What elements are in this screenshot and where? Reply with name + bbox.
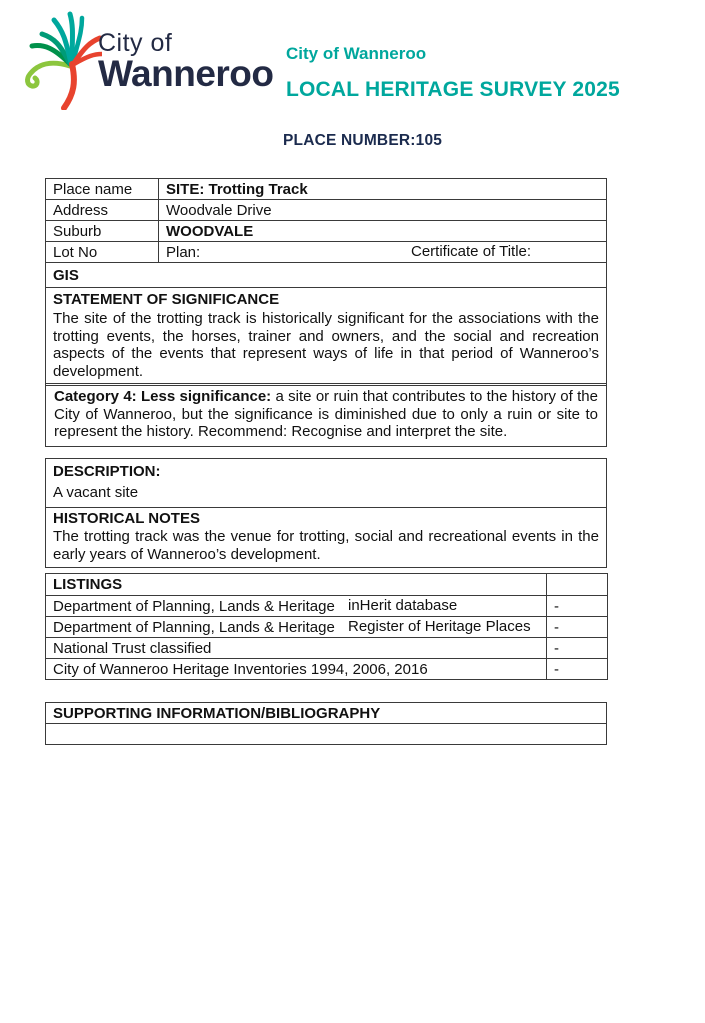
supporting-information-heading: SUPPORTING INFORMATION/BIBLIOGRAPHY [46, 703, 607, 724]
table-row [46, 659, 608, 680]
gis-label: GIS [46, 263, 607, 288]
table-row [46, 459, 607, 508]
table-row [46, 221, 607, 242]
description-heading: DESCRIPTION: [53, 463, 161, 480]
logo-city-of-text: City of [98, 29, 173, 57]
table-row [46, 724, 607, 745]
description-text: A vacant site [53, 484, 139, 501]
document-title-line1: City of Wanneroo [286, 44, 427, 63]
place-number: PLACE NUMBER:105 [283, 132, 443, 149]
historical-notes-cell [46, 508, 607, 568]
address-value: Woodvale Drive [159, 200, 607, 221]
listing-status: - [547, 617, 608, 638]
description-cell [46, 459, 607, 508]
listing-organisation: Department of Planning, Lands & Heritage [53, 618, 335, 636]
lot-no-label: Lot No [46, 242, 159, 263]
document-title-line2: LOCAL HERITAGE SURVEY 2025 [286, 78, 620, 101]
logo-wanneroo-text: Wanneroo [98, 53, 274, 94]
table-row [46, 242, 607, 263]
category-lead: Category 4: Less significance: [54, 388, 272, 405]
plan-label: Plan: [166, 243, 201, 261]
listing-name: Register of Heritage Places [348, 618, 531, 635]
city-of-wanneroo-logo [12, 8, 274, 110]
place-name-value: SITE: Trotting Track [159, 179, 607, 200]
listing-organisation: City of Wanneroo Heritage Inventories 1994, 2006, 2016 [53, 660, 428, 678]
table-row [46, 200, 607, 221]
table-row [46, 617, 608, 638]
table-row [46, 574, 608, 596]
logo-wordmark [98, 30, 274, 110]
table-row [46, 508, 607, 568]
suburb-value: WOODVALE [159, 221, 607, 242]
statement-of-significance-cell [46, 288, 607, 386]
listing-status: - [547, 659, 608, 680]
table-row [46, 263, 607, 288]
table-row [46, 179, 607, 200]
statement-of-significance-text: The site of the trotting track is historically significant for the associations with the trotting events, the horses, trainer and owners, and the social and recreation aspects of the events that represent ways of life in that period of Wanneroo’s development. [53, 310, 599, 380]
listings-status-header [547, 574, 608, 596]
table-row [46, 596, 608, 617]
listing-organisation-cell [46, 659, 547, 680]
listings-heading: LISTINGS [46, 574, 547, 596]
supporting-information-table [45, 702, 607, 745]
plan-certificate-cell [159, 242, 607, 263]
kangaroo-paw-flower-icon [12, 8, 102, 110]
description-table [45, 458, 607, 568]
category-text: a site or ruin that contributes to the history of the City of Wanneroo, but the significance is diminished due to only a ruin or site to represent the history. Recommend: Recognise and interpret the site. [54, 388, 598, 440]
listing-organisation-cell [46, 638, 547, 659]
suburb-label: Suburb [46, 221, 159, 242]
historical-notes-text: The trotting track was the venue for trotting, social and recreational events in the early years of Wanneroo’s development. [53, 528, 599, 563]
category-box [45, 383, 607, 447]
listing-organisation: Department of Planning, Lands & Heritage [53, 597, 335, 615]
listing-status: - [547, 638, 608, 659]
listing-organisation: National Trust classified [53, 639, 212, 657]
certificate-of-title-label: Certificate of Title: [411, 243, 532, 260]
place-name-label: Place name [46, 179, 159, 200]
table-row [46, 638, 608, 659]
historical-notes-heading: HISTORICAL NOTES [53, 510, 200, 527]
table-row [46, 288, 607, 386]
listings-table [45, 573, 608, 680]
statement-of-significance-heading: STATEMENT OF SIGNIFICANCE [53, 291, 280, 308]
table-row [46, 703, 607, 724]
document-title-block [286, 44, 620, 102]
listing-status: - [547, 596, 608, 617]
listing-organisation-cell [46, 617, 547, 638]
listing-organisation-cell [46, 596, 547, 617]
supporting-information-content [46, 724, 607, 745]
place-details-table [45, 178, 607, 386]
listing-name: inHerit database [348, 597, 458, 614]
address-label: Address [46, 200, 159, 221]
